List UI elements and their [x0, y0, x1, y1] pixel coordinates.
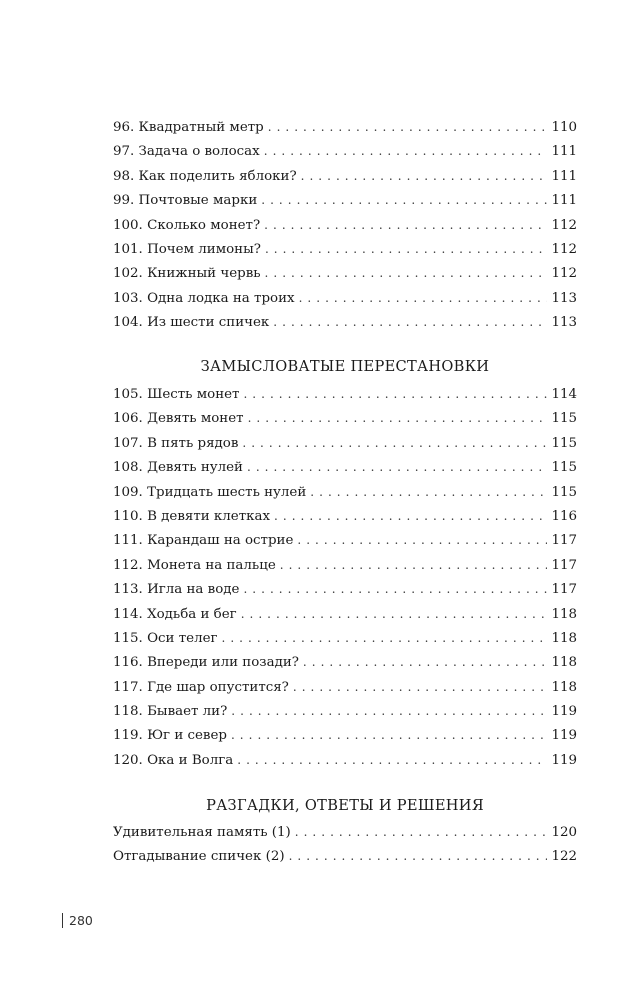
toc-entry-title: 97. Задача о волосах	[113, 144, 260, 160]
section-heading: ЗАМЫСЛОВАТЫЕ ПЕРЕСТАНОВКИ	[200, 358, 490, 375]
dot-leader	[280, 553, 548, 577]
toc-entry	[113, 650, 577, 674]
toc-section-3	[113, 820, 577, 869]
folio-bar	[62, 913, 63, 928]
dot-leader	[241, 602, 548, 626]
dot-leader	[268, 115, 548, 139]
toc-entry-title: 96. Квадратный метр	[113, 120, 264, 135]
toc-entry-title: 111. Карандаш на острие	[113, 533, 294, 549]
dot-leader	[242, 431, 547, 455]
toc-entry-title: 104. Из шести спичек	[113, 315, 270, 331]
toc-entry-title: 119. Юг и север	[113, 728, 227, 744]
toc-entry	[113, 480, 577, 504]
dot-leader	[303, 650, 548, 674]
toc-entry-page: 115	[551, 484, 577, 500]
toc-entry-page: 115	[551, 435, 577, 451]
page-number: 280	[69, 913, 93, 928]
toc-entry-title: 99. Почтовые марки	[113, 193, 258, 209]
toc-entry-title: Отгадывание спичек (2)	[113, 849, 285, 865]
toc-section-2	[113, 382, 577, 772]
toc-entry-page: 118	[551, 655, 577, 671]
toc-entry-page: 113	[551, 290, 577, 306]
toc-entry-title: 98. Как поделить яблоки?	[113, 168, 297, 184]
dot-leader	[264, 213, 547, 237]
toc-entry	[113, 139, 577, 163]
toc-entry-title: 109. Тридцать шесть нулей	[113, 484, 307, 500]
toc-entry	[113, 675, 577, 699]
toc-entry	[113, 820, 577, 844]
toc-entry	[113, 188, 577, 212]
section-heading: РАЗГАДКИ, ОТВЕТЫ И РЕШЕНИЯ	[206, 797, 484, 814]
dot-leader	[243, 382, 547, 406]
dot-leader	[265, 261, 548, 285]
dot-leader	[301, 164, 548, 188]
toc-entry	[113, 431, 577, 455]
toc-entry-title: 118. Бывает ли?	[113, 704, 228, 720]
toc-entry-page: 117	[551, 533, 577, 549]
dot-leader	[310, 480, 547, 504]
toc-entry-title: 101. Почем лимоны?	[113, 241, 261, 257]
dot-leader	[222, 626, 548, 650]
toc-entry	[113, 699, 577, 723]
toc-entry-title: 102. Книжный червь	[113, 266, 261, 282]
toc-entry	[113, 528, 577, 552]
dot-leader	[289, 844, 548, 868]
toc-entry	[113, 626, 577, 650]
toc-entry-title: 107. В пять рядов	[113, 435, 239, 451]
toc-entry-title: 108. Девять нулей	[113, 460, 243, 476]
toc-entry-title: 117. Где шар опустится?	[113, 679, 289, 695]
toc-entry-page: 122	[551, 849, 577, 865]
dot-leader	[261, 188, 547, 212]
toc-entry-title: 114. Ходьба и бег	[113, 606, 237, 622]
toc-entry	[113, 455, 577, 479]
toc-entry-page: 118	[551, 630, 577, 646]
dot-leader	[264, 139, 548, 163]
toc-entry	[113, 723, 577, 747]
toc-entry	[113, 602, 577, 626]
toc-entry-title: 112. Монета на пальце	[113, 557, 276, 573]
toc-entry-page: 112	[551, 266, 577, 282]
dot-leader	[299, 286, 548, 310]
toc-entry-title: 105. Шесть монет	[113, 387, 240, 402]
dot-leader	[274, 504, 547, 528]
toc-entry-page: 112	[551, 217, 577, 233]
toc-entry-page: 119	[551, 704, 577, 720]
toc-entry	[113, 844, 577, 868]
toc-entry-page: 113	[551, 315, 577, 331]
toc-entry-title: 113. Игла на воде	[113, 582, 240, 598]
toc-entry	[113, 115, 577, 139]
toc-entry-page: 115	[551, 460, 577, 476]
toc-entry-page: 117	[551, 557, 577, 573]
dot-leader	[295, 820, 548, 844]
toc-section-1	[113, 115, 577, 335]
dot-leader	[243, 577, 547, 601]
dot-leader	[231, 699, 547, 723]
dot-leader	[237, 748, 547, 772]
toc-entry	[113, 237, 577, 261]
toc-entry	[113, 748, 577, 772]
toc-entry-title: 116. Впереди или позади?	[113, 655, 299, 671]
toc-entry-title: 110. В девяти клетках	[113, 508, 271, 524]
toc-entry	[113, 310, 577, 334]
toc-entry	[113, 382, 577, 406]
toc-entry-title: 120. Ока и Волга	[113, 752, 234, 768]
toc-entry-title: 103. Одна лодка на троих	[113, 290, 295, 306]
toc-entry-title: Удивительная память (1)	[113, 825, 291, 840]
toc-entry	[113, 577, 577, 601]
toc-entry	[113, 286, 577, 310]
toc-entry-page: 117	[551, 582, 577, 598]
toc-entry-page: 110	[551, 120, 577, 135]
dot-leader	[297, 528, 547, 552]
dot-leader	[248, 406, 548, 430]
toc-entry	[113, 406, 577, 430]
toc-entry	[113, 261, 577, 285]
toc-entry	[113, 213, 577, 237]
dot-leader	[273, 310, 547, 334]
toc-entry	[113, 164, 577, 188]
toc-entry-page: 120	[551, 825, 577, 840]
toc-entry-page: 111	[551, 144, 577, 160]
toc-entry-page: 119	[551, 752, 577, 768]
toc-entry-page: 112	[551, 241, 577, 257]
dot-leader	[247, 455, 547, 479]
toc-entry-page: 118	[551, 606, 577, 622]
toc-entry-title: 100. Сколько монет?	[113, 217, 261, 233]
toc-entry-page: 118	[551, 679, 577, 695]
toc-entry-page: 119	[551, 728, 577, 744]
toc-entry-page: 115	[551, 411, 577, 427]
toc-entry-title: 115. Оси телег	[113, 630, 218, 646]
toc-entry	[113, 504, 577, 528]
toc-entry-title: 106. Девять монет	[113, 411, 244, 427]
page-folio	[62, 913, 93, 928]
dot-leader	[293, 675, 548, 699]
dot-leader	[231, 723, 547, 747]
toc-entry-page: 111	[551, 193, 577, 209]
toc-entry-page: 116	[551, 508, 577, 524]
toc-entry	[113, 553, 577, 577]
toc-entry-page: 111	[551, 168, 577, 184]
toc-entry-page: 114	[551, 387, 577, 402]
dot-leader	[265, 237, 548, 261]
